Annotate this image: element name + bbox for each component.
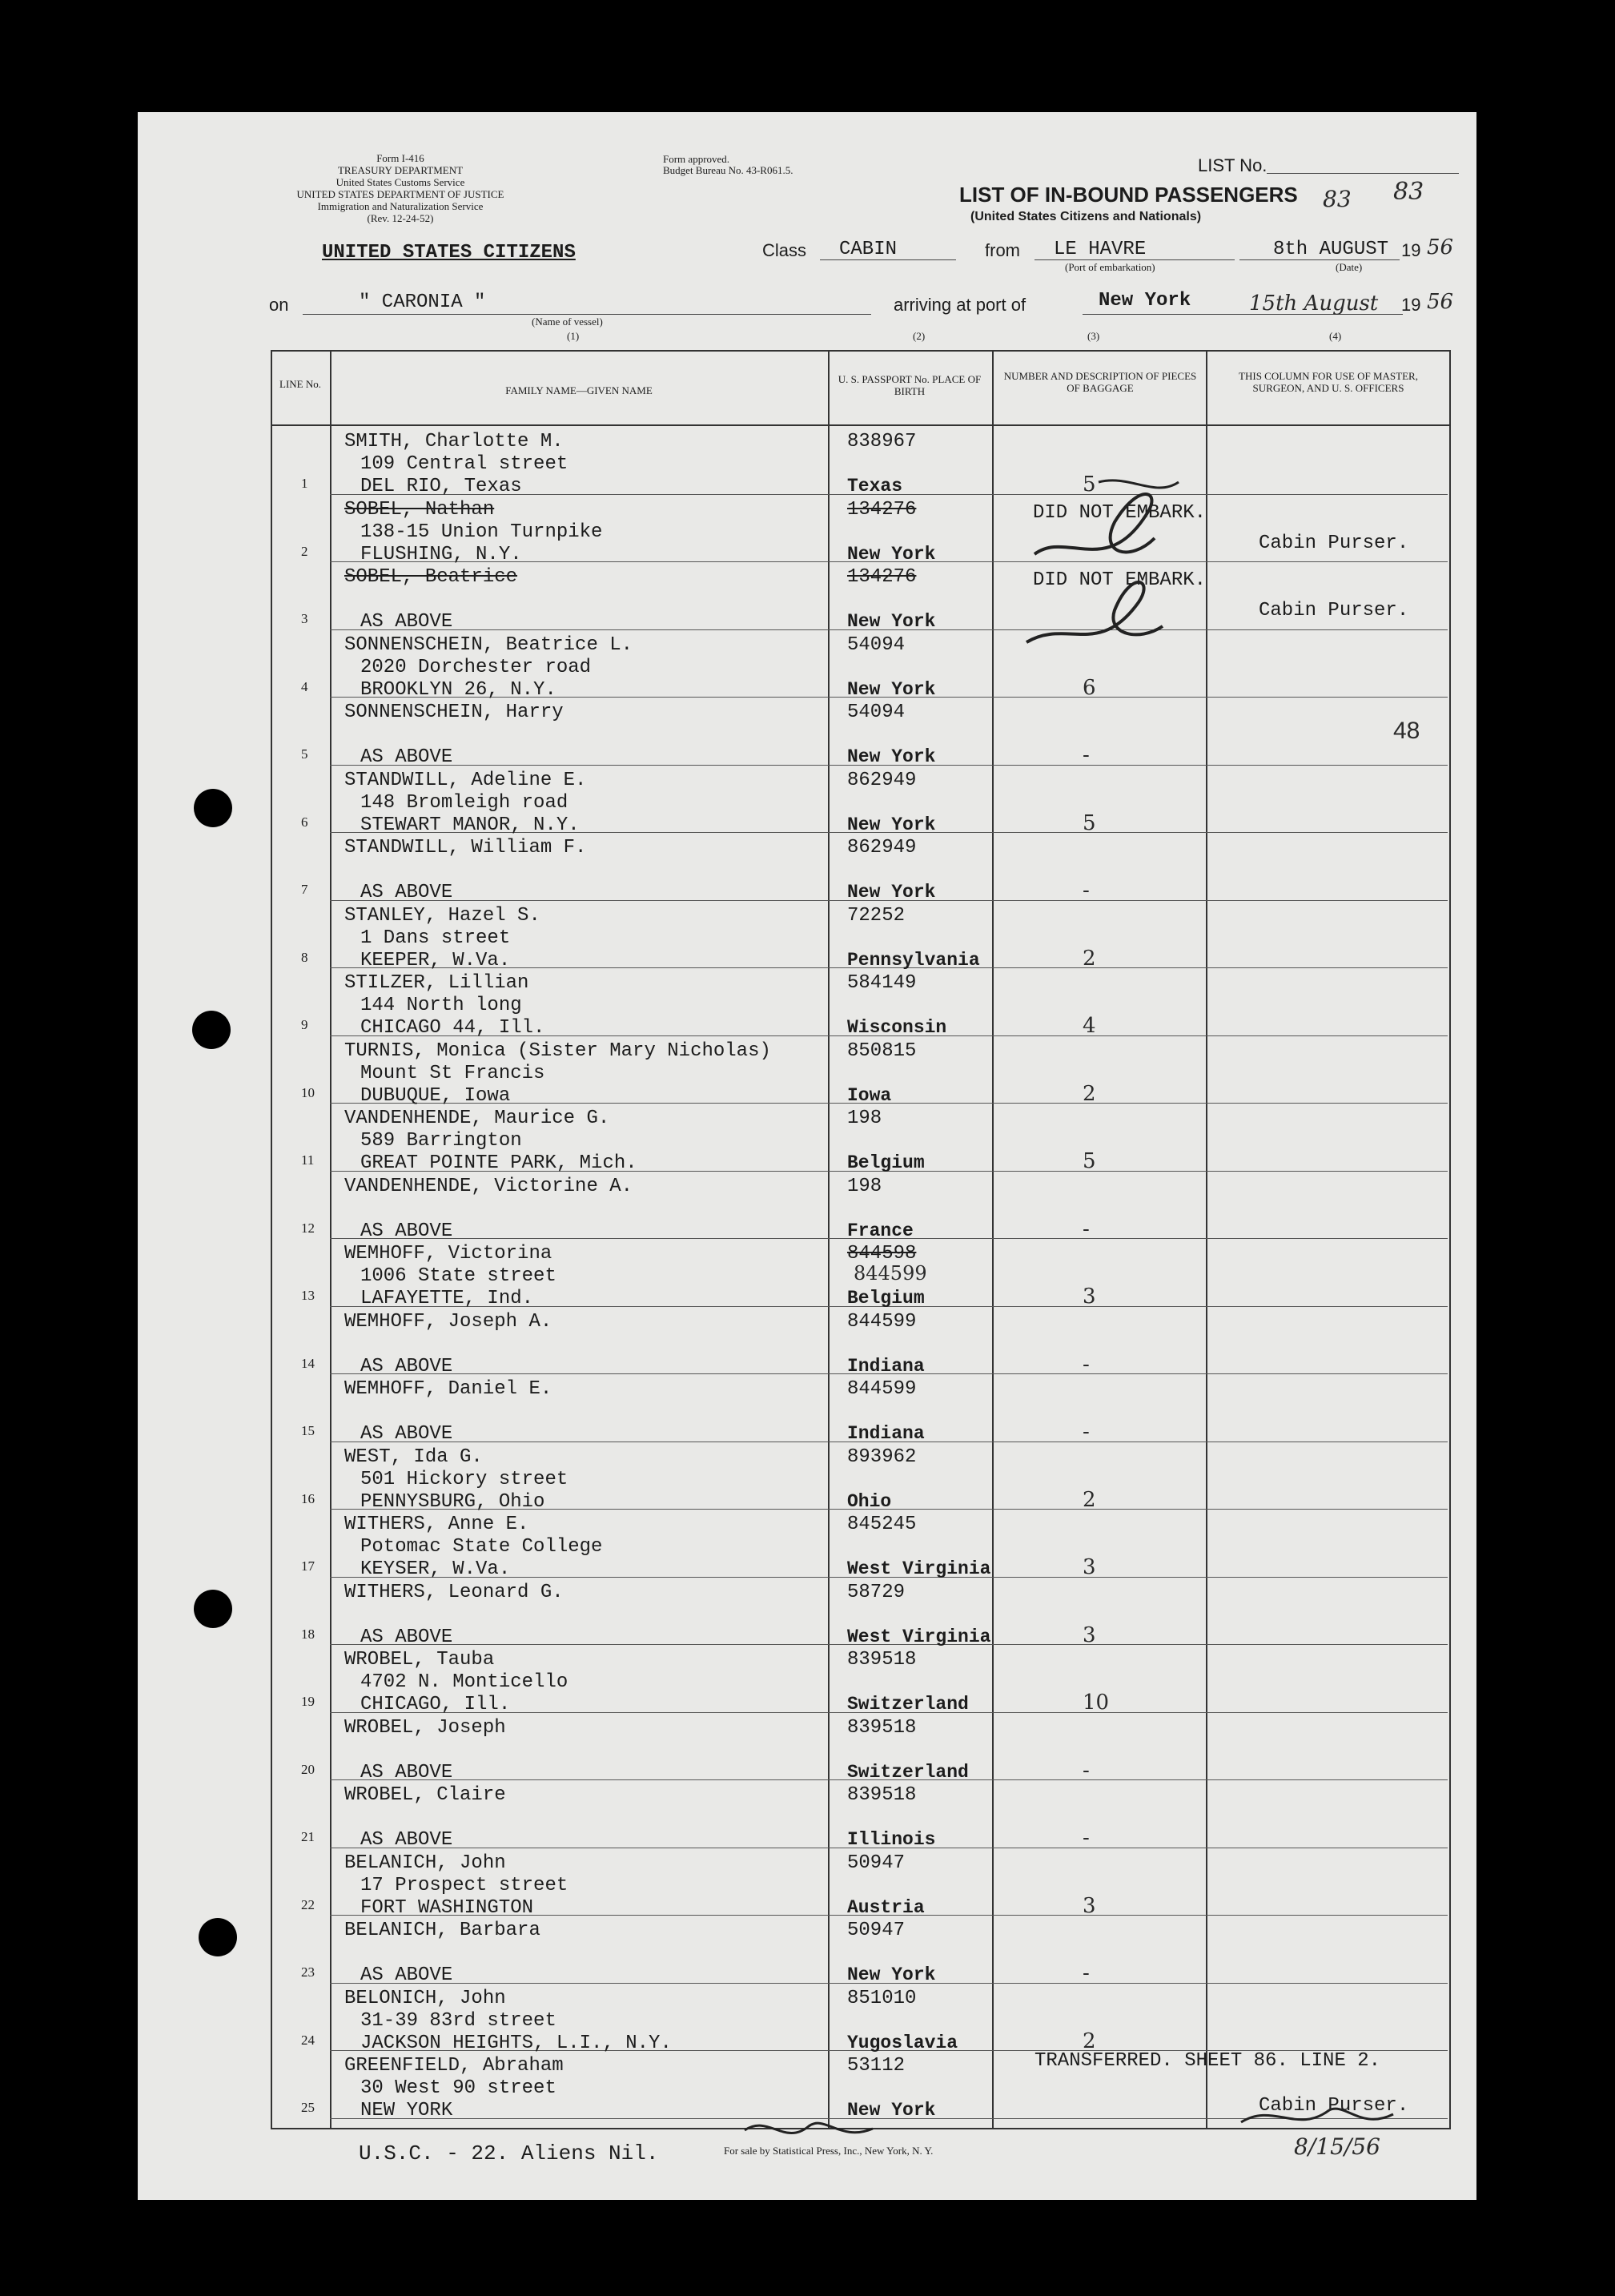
- passenger-text: WROBEL, Claire: [344, 1784, 506, 1806]
- col-divider: [992, 350, 994, 2128]
- place-of-birth: France: [847, 1220, 914, 1241]
- baggage-count: 5: [1083, 810, 1096, 835]
- passport-number: 845245: [847, 1514, 917, 1535]
- place-of-birth: New York: [847, 678, 936, 700]
- col-header-officers: THIS COLUMN FOR USE OF MASTER, SURGEON, AND U. S. OFFICERS: [1239, 370, 1418, 394]
- header-rule: [271, 424, 1449, 426]
- passport-number: 844599: [847, 1310, 917, 1333]
- passenger-text: 1 Dans street: [360, 927, 511, 949]
- passenger-text: 148 Bromleigh road: [360, 791, 568, 814]
- line-number: 4: [301, 678, 308, 694]
- baggage-count: 3: [1083, 1555, 1096, 1579]
- purser-note: Cabin Purser.: [1259, 2095, 1409, 2117]
- baggage-count: 2: [1083, 1081, 1096, 1106]
- passenger-text: 2020 Dorchester road: [360, 656, 592, 678]
- on-label: on: [269, 295, 289, 315]
- budget-number: Budget Bureau No. 43-R061.5.: [663, 164, 793, 176]
- printer-credit: For sale by Statistical Press, Inc., New York, N. Y.: [724, 2145, 934, 2157]
- passenger-text: 109 Central street: [360, 453, 568, 475]
- passport-number: 198: [847, 1175, 882, 1197]
- list-no-label: LIST No.: [1198, 155, 1267, 175]
- baggage-count: 2: [1083, 2029, 1096, 2053]
- place-of-birth: New York: [847, 2100, 936, 2121]
- baggage-count: 3: [1083, 1893, 1096, 1918]
- arrival-port: New York: [1099, 290, 1191, 312]
- date-rule: [1239, 259, 1400, 260]
- passenger-text: GREAT POINTE PARK, Mich.: [360, 1152, 637, 1174]
- passenger-text: NEW YORK: [360, 2100, 453, 2121]
- place-of-birth: New York: [847, 543, 936, 565]
- line-number: 10: [301, 1084, 315, 1100]
- passenger-text: AS ABOVE: [360, 1964, 453, 1986]
- port-caption: (Port of embarkation): [1065, 261, 1155, 273]
- passenger-text: 30 West 90 street: [360, 2077, 556, 2099]
- passenger-text: STANDWILL, William F.: [344, 837, 587, 858]
- from-value: LE HAVRE: [1054, 239, 1147, 260]
- passenger-text: SONNENSCHEIN, Beatrice L.: [344, 633, 633, 656]
- revision: (Rev. 12-24-52): [367, 212, 434, 224]
- line-number: 9: [301, 1017, 308, 1032]
- line-number: 1: [301, 476, 308, 491]
- passenger-text: 4702 N. Monticello: [360, 1671, 568, 1693]
- punch-hole: [199, 1918, 237, 1956]
- baggage-count: -: [1083, 1216, 1090, 1241]
- purser-note: Cabin Purser.: [1259, 532, 1409, 554]
- line-number: 5: [301, 746, 308, 762]
- passenger-text: WEMHOFF, Victorina: [344, 1243, 552, 1265]
- line-number: 3: [301, 611, 308, 626]
- line-number: 17: [301, 1558, 315, 1574]
- place-of-birth: Wisconsin: [847, 1017, 947, 1038]
- purser-signature-stamp: [1018, 466, 1259, 666]
- passenger-text: 501 Hickory street: [360, 1468, 568, 1490]
- line-number: 18: [301, 1626, 315, 1642]
- passenger-text: KEYSER, W.Va.: [360, 1558, 511, 1580]
- arrival-date: 15th August: [1249, 292, 1379, 316]
- line-number: 21: [301, 1829, 315, 1844]
- passenger-text: SMITH, Charlotte M.: [344, 431, 564, 452]
- passenger-text: BELANICH, John: [344, 1852, 506, 1874]
- passenger-text: JACKSON HEIGHTS, L.I., N.Y.: [360, 2032, 672, 2054]
- passenger-text: DUBUQUE, Iowa: [360, 1084, 511, 1107]
- passenger-text: AS ABOVE: [360, 1761, 453, 1783]
- passenger-text: AS ABOVE: [360, 746, 453, 768]
- place-of-birth: Yugoslavia: [847, 2032, 958, 2053]
- baggage-count: -: [1083, 1961, 1090, 1985]
- passenger-text: WEMHOFF, Joseph A.: [344, 1310, 552, 1333]
- vessel-rule: [303, 314, 871, 315]
- passport-number: 54094: [847, 702, 906, 723]
- passport-number: 72252: [847, 904, 906, 927]
- port-rule: [1034, 259, 1235, 260]
- passenger-text: 1006 State street: [360, 1265, 556, 1287]
- baggage-count: -: [1083, 879, 1090, 903]
- from-label: from: [985, 240, 1020, 260]
- line-number: 2: [301, 543, 308, 559]
- passenger-text: Potomac State College: [360, 1536, 603, 1558]
- status-note: DID NOT EMBARK.: [1033, 569, 1207, 591]
- passport-number: 134276: [847, 566, 917, 588]
- passenger-text: Mount St Francis: [360, 1062, 545, 1084]
- baggage-count: -: [1083, 1826, 1090, 1850]
- baggage-count: 3: [1083, 1622, 1096, 1647]
- list-no-rule: [1267, 173, 1459, 174]
- justice-dept: UNITED STATES DEPARTMENT OF JUSTICE: [296, 188, 504, 200]
- arriving-label: arriving at port of: [894, 295, 1026, 315]
- place-of-birth: Belgium: [847, 1152, 925, 1173]
- passenger-text: 144 North long: [360, 995, 522, 1016]
- baggage-count: 2: [1083, 1487, 1096, 1512]
- passport-number: 58729: [847, 1581, 906, 1603]
- passenger-text: AS ABOVE: [360, 1829, 453, 1851]
- passenger-text: AS ABOVE: [360, 611, 453, 633]
- class-label: Class: [762, 240, 807, 260]
- passport-correction: 844599: [854, 1262, 927, 1285]
- margin-note: 48: [1393, 718, 1420, 744]
- passenger-text: WEST, Ida G.: [344, 1446, 483, 1468]
- passenger-text: 138-15 Union Turnpike: [360, 521, 603, 543]
- date-caption: (Date): [1336, 261, 1363, 273]
- punch-hole: [194, 789, 232, 827]
- line-number: 14: [301, 1355, 315, 1371]
- passport-number: 838967: [847, 431, 917, 452]
- list-subtitle: (United States Citizens and Nationals): [970, 210, 1202, 223]
- baggage-count: -: [1083, 743, 1090, 767]
- passenger-text: CHICAGO 44, Ill.: [360, 1017, 545, 1039]
- passenger-text: VANDENHENDE, Maurice G.: [344, 1108, 610, 1129]
- passport-number: 198: [847, 1108, 882, 1129]
- place-of-birth: Indiana: [847, 1355, 925, 1377]
- line-number: 8: [301, 949, 308, 965]
- passport-number: 844599: [847, 1378, 917, 1400]
- passenger-text: GREENFIELD, Abraham: [344, 2055, 564, 2077]
- treasury-dept: TREASURY DEPARTMENT: [337, 164, 464, 176]
- place-of-birth: West Virginia: [847, 1558, 991, 1579]
- embark-date: 8th AUGUST: [1273, 239, 1389, 260]
- vessel-name: " CARONIA ": [359, 292, 486, 313]
- year2-prefix: 19: [1401, 295, 1421, 315]
- colnum-4: (4): [1329, 330, 1342, 342]
- passenger-text: SOBEL, Nathan: [344, 498, 495, 521]
- line-number: 11: [301, 1152, 315, 1168]
- line-number: 16: [301, 1490, 315, 1506]
- approval-block: [663, 154, 793, 176]
- baggage-count: 4: [1083, 1014, 1096, 1038]
- customs-service: United States Customs Service: [335, 176, 465, 188]
- place-of-birth: New York: [847, 746, 936, 767]
- passport-number: 54094: [847, 633, 906, 656]
- passenger-text: AS ABOVE: [360, 1626, 453, 1648]
- passenger-text: STANLEY, Hazel S.: [344, 904, 540, 927]
- passenger-text: STANDWILL, Adeline E.: [344, 769, 587, 791]
- footer-initials: [737, 2114, 881, 2146]
- passenger-text: AS ABOVE: [360, 882, 453, 903]
- baggage-count: 5: [1083, 472, 1096, 497]
- place-of-birth: Pennsylvania: [847, 949, 980, 971]
- passenger-text: FORT WASHINGTON: [360, 1896, 534, 1919]
- passenger-text: WROBEL, Joseph: [344, 1716, 506, 1739]
- passenger-text: STEWART MANOR, N.Y.: [360, 814, 580, 836]
- passport-number: 844598: [847, 1243, 917, 1265]
- baggage-count: -: [1083, 1758, 1090, 1783]
- ins-service: Immigration and Naturalization Service: [317, 200, 484, 212]
- line-number: 24: [301, 2032, 315, 2048]
- line-number: 6: [301, 814, 308, 830]
- place-of-birth: Texas: [847, 476, 903, 497]
- passenger-text: 31-39 83rd street: [360, 2009, 556, 2032]
- baggage-count: 6: [1083, 675, 1096, 700]
- passport-number: 862949: [847, 769, 917, 791]
- place-of-birth: New York: [847, 882, 936, 903]
- purser-note: Cabin Purser.: [1259, 600, 1409, 621]
- col-header-name: FAMILY NAME—GIVEN NAME: [505, 384, 653, 396]
- line-number: 15: [301, 1423, 315, 1438]
- passport-number: 851010: [847, 1987, 917, 2009]
- year-suffix: 56: [1427, 235, 1454, 259]
- passenger-text: SONNENSCHEIN, Harry: [344, 702, 564, 723]
- baggage-count: 2: [1083, 946, 1096, 971]
- col-header-baggage: NUMBER AND DESCRIPTION OF PIECES OF BAGGAGE: [1003, 370, 1197, 394]
- colnum-3: (3): [1087, 330, 1100, 342]
- line-number: 22: [301, 1896, 315, 1912]
- col-divider: [330, 350, 331, 2128]
- passenger-text: KEEPER, W.Va.: [360, 949, 511, 971]
- line-number: 23: [301, 1964, 315, 1980]
- passenger-text: BROOKLYN 26, N.Y.: [360, 678, 556, 701]
- year-prefix: 19: [1401, 240, 1421, 260]
- place-of-birth: New York: [847, 1964, 936, 1985]
- list-no-value: 83: [1323, 186, 1352, 212]
- status-note: DID NOT EMBARK.: [1033, 501, 1207, 524]
- baggage-count: 3: [1083, 1285, 1096, 1309]
- passport-number: 850815: [847, 1039, 917, 1062]
- baggage-count: 5: [1083, 1149, 1096, 1173]
- passport-number: 50947: [847, 1920, 906, 1941]
- place-of-birth: Switzerland: [847, 1761, 969, 1783]
- passport-number: 134276: [847, 498, 917, 521]
- line-number: 25: [301, 2100, 315, 2115]
- class-value: CABIN: [839, 239, 898, 260]
- passenger-text: FLUSHING, N.Y.: [360, 543, 522, 565]
- place-of-birth: New York: [847, 611, 936, 632]
- place-of-birth: Belgium: [847, 1288, 925, 1309]
- passenger-text: LAFAYETTE, Ind.: [360, 1288, 534, 1309]
- vessel-caption: (Name of vessel): [532, 316, 603, 328]
- form-number: Form I-416: [376, 152, 424, 164]
- passenger-text: CHICAGO, Ill.: [360, 1694, 511, 1715]
- place-of-birth: Austria: [847, 1896, 925, 1918]
- baggage-count: -: [1083, 1352, 1090, 1377]
- passport-number: 50947: [847, 1852, 906, 1874]
- passport-number: 839518: [847, 1784, 917, 1806]
- list-no-value-2: 83: [1393, 178, 1424, 206]
- passenger-text: 589 Barrington: [360, 1130, 522, 1152]
- passenger-text: DEL RIO, Texas: [360, 476, 522, 497]
- citizens-label: UNITED STATES CITIZENS: [322, 242, 576, 263]
- passport-number: 893962: [847, 1446, 917, 1468]
- passenger-text: WROBEL, Tauba: [344, 1649, 495, 1671]
- baggage-count: -: [1083, 1420, 1090, 1444]
- place-of-birth: Ohio: [847, 1490, 892, 1512]
- place-of-birth: Indiana: [847, 1423, 925, 1444]
- col-header-passport: U. S. PASSPORT No. PLACE OF BIRTH: [838, 373, 982, 397]
- passport-number: 839518: [847, 1649, 917, 1671]
- passport-number: 839518: [847, 1716, 917, 1739]
- passenger-text: STILZER, Lillian: [344, 972, 529, 994]
- baggage-count: 10: [1083, 1691, 1110, 1715]
- year2-suffix: 56: [1427, 290, 1454, 314]
- line-number: 12: [301, 1220, 315, 1236]
- passenger-text: WITHERS, Anne E.: [344, 1514, 529, 1535]
- col-divider: [828, 350, 830, 2128]
- passport-number: 53112: [847, 2055, 906, 2077]
- passenger-text: AS ABOVE: [360, 1355, 453, 1377]
- passenger-text: TURNIS, Monica (Sister Mary Nicholas): [344, 1039, 771, 1062]
- line-number: 20: [301, 1761, 315, 1777]
- place-of-birth: New York: [847, 814, 936, 835]
- form-agency-block: [288, 152, 512, 224]
- punch-hole: [194, 1590, 232, 1628]
- line-number: 19: [301, 1694, 315, 1709]
- punch-hole: [192, 1011, 231, 1049]
- passenger-text: AS ABOVE: [360, 1423, 453, 1445]
- list-title: LIST OF IN-BOUND PASSENGERS: [959, 183, 1298, 207]
- passenger-text: BELANICH, Barbara: [344, 1920, 540, 1941]
- passenger-text: PENNYSBURG, Ohio: [360, 1490, 545, 1513]
- passenger-text: AS ABOVE: [360, 1220, 453, 1242]
- place-of-birth: Iowa: [847, 1084, 892, 1106]
- passenger-text: VANDENHENDE, Victorine A.: [344, 1175, 633, 1197]
- line-number: 13: [301, 1288, 315, 1303]
- line-number: 7: [301, 882, 308, 897]
- passport-number: 862949: [847, 837, 917, 858]
- date-stamp: 8/15/56: [1294, 2133, 1380, 2160]
- passenger-text: WITHERS, Leonard G.: [344, 1581, 564, 1603]
- place-of-birth: Switzerland: [847, 1694, 969, 1715]
- class-rule: [820, 259, 956, 260]
- passenger-text: SOBEL, Beatrice: [344, 566, 518, 588]
- colnum-2: (2): [913, 330, 926, 342]
- status-note: TRANSFERRED. SHEET 86. LINE 2.: [1034, 2050, 1381, 2072]
- passenger-text: WEMHOFF, Daniel E.: [344, 1378, 552, 1400]
- passenger-text: 17 Prospect street: [360, 1874, 568, 1896]
- form-approved: Form approved.: [663, 153, 730, 165]
- colnum-1: (1): [567, 330, 580, 342]
- passport-number: 584149: [847, 972, 917, 994]
- footer-summary: U.S.C. - 22. Aliens Nil.: [359, 2141, 659, 2165]
- passenger-text: BELONICH, John: [344, 1987, 506, 2009]
- col-header-line: LINE No.: [279, 378, 321, 390]
- place-of-birth: West Virginia: [847, 1626, 991, 1647]
- place-of-birth: Illinois: [847, 1829, 936, 1850]
- footer-signature: [1233, 2098, 1409, 2138]
